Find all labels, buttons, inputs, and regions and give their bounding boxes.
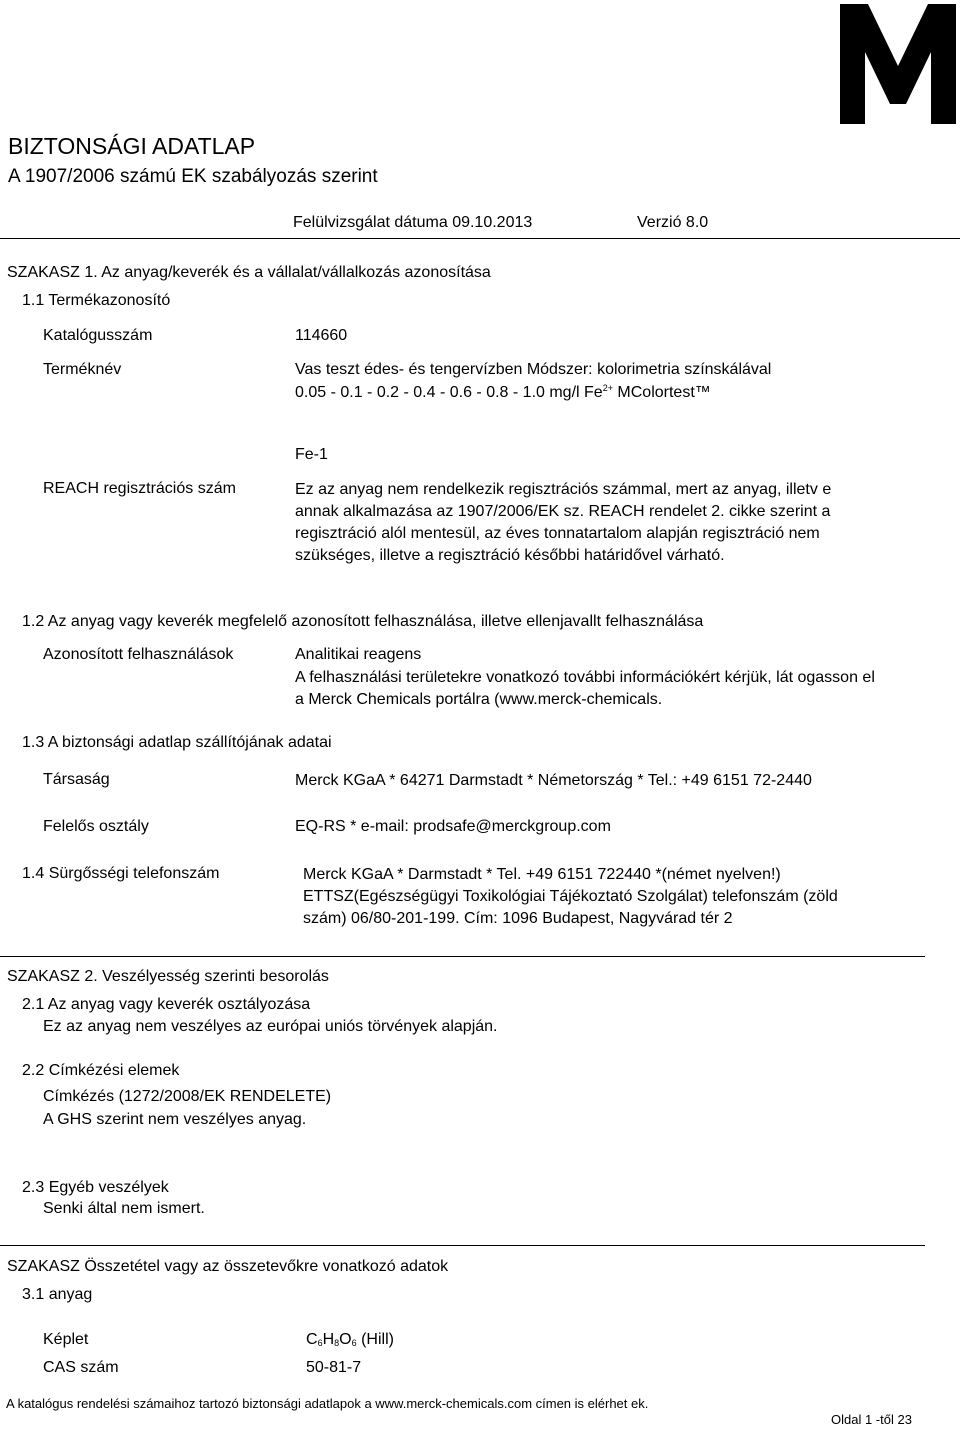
footer-note: A katalógus rendelési számaihoz tartozó biztonsági adatlapok a www.merck-chemicals.com címen is elérhet ek.: [6, 1396, 649, 1411]
section1-4-heading: 1.4 Sürgősségi telefonszám: [22, 865, 220, 882]
page-number: Oldal 1 -től 23: [831, 1412, 912, 1427]
uses-line1: Analitikai reagens: [295, 646, 422, 663]
formula-label: Képlet: [43, 1331, 89, 1348]
section1-3-heading: 1.3 A biztonsági adatlap szállítójának adatai: [22, 734, 332, 751]
cas-value: 50-81-7: [306, 1359, 362, 1376]
catalog-value: 114660: [295, 327, 348, 344]
uses-label: Azonosított felhasználások: [43, 646, 234, 663]
company-value: Merck KGaA * 64271 Darmstadt * Németország * Tel.: +49 6151 72-2440: [295, 772, 812, 789]
section3-1-heading: 3.1 anyag: [22, 1286, 93, 1303]
uses-text: A felhasználási területekre vonatkozó további információkért kérjük, lát ogasson el a Merck Chemicals portálra (www.merck-chemicals.: [295, 669, 875, 708]
section2-2-heading: 2.2 Címkézési elemek: [22, 1062, 180, 1079]
catalog-label: Katalógusszám: [43, 327, 153, 344]
product-code: Fe-1: [295, 446, 328, 463]
reach-label: REACH regisztrációs szám: [43, 480, 236, 497]
product-name-line1: Vas teszt édes- és tengervízben Módszer: kolorimetria színskálával: [295, 361, 772, 378]
section1-heading: SZAKASZ 1. Az anyag/keverék és a vállalat/vállalkozás azonosítása: [7, 264, 491, 281]
section1-2-heading: 1.2 Az anyag vagy keverék megfelelő azonosított felhasználása, illetve ellenjavallt felhasználása: [22, 613, 704, 630]
section2-1-heading: 2.1 Az anyag vagy keverék osztályozása: [22, 996, 311, 1013]
version: Verzió 8.0: [637, 214, 709, 231]
reach-text: Ez az anyag nem rendelkezik regisztrációs számmal, mert az anyag, illetv e annak alkalmazása az 1907/2006/EK sz. REACH rendelet 2. cikke szerint a regisztráció alól mentesül, az éves tonnatartalom alapján regisztráció nem szükséges, illetve a regisztráció későbbi határidővel várható.: [295, 481, 832, 564]
section2-1-text: Ez az anyag nem veszélyes az európai uniós törvények alapján.: [43, 1018, 498, 1035]
merck-logo: [838, 0, 958, 126]
cas-label: CAS szám: [43, 1359, 119, 1376]
section3-divider: [0, 1245, 925, 1246]
section2-divider: [0, 956, 925, 957]
section2-heading: SZAKASZ 2. Veszélyesség szerinti besorolás: [7, 968, 329, 985]
section3-heading: SZAKASZ Összetétel vagy az összetevőkre vonatkozó adatok: [7, 1258, 449, 1275]
revision-date: Felülvizsgálat dátuma 09.10.2013: [293, 214, 533, 231]
section2-3-text: Senki által nem ismert.: [43, 1200, 205, 1217]
dept-label: Felelős osztály: [43, 818, 149, 835]
header-divider: [0, 238, 960, 239]
formula-value: $C_6H_8O_6$ (Hill): [306, 1331, 394, 1348]
section2-2-text: A GHS szerint nem veszélyes anyag.: [43, 1111, 307, 1128]
dept-value: EQ-RS * e-mail: prodsafe@merckgroup.com: [295, 818, 611, 835]
document-subtitle: A 1907/2006 számú EK szabályozás szerint: [8, 166, 378, 187]
section2-3-heading: 2.3 Egyéb veszélyek: [22, 1179, 169, 1196]
document-title: BIZTONSÁGI ADATLAP: [8, 133, 256, 159]
emergency-text: Merck KGaA * Darmstadt * Tel. +49 6151 722440 *(német nyelven!) ETTSZ(Egészségügyi Toxikológiai Tájékoztató Szolgálat) telefonszám (zöld szám) 06/80-201-199. Cím: 1096 Budapest, Nagyvárad tér 2: [303, 866, 838, 927]
company-label: Társaság: [43, 771, 110, 788]
section1-1-heading: 1.1 Termékazonosító: [22, 292, 171, 309]
product-label: Terméknév: [43, 361, 122, 378]
product-name-line2: 0.05 - 0.1 - 0.2 - 0.4 - 0.6 - 0.8 - 1.0 mg/l $Fe^{2+}$ MColortest™: [295, 383, 711, 401]
merck-m-logo-icon: [840, 4, 956, 124]
section2-2-sub: Címkézés (1272/2008/EK RENDELETE): [43, 1088, 332, 1105]
